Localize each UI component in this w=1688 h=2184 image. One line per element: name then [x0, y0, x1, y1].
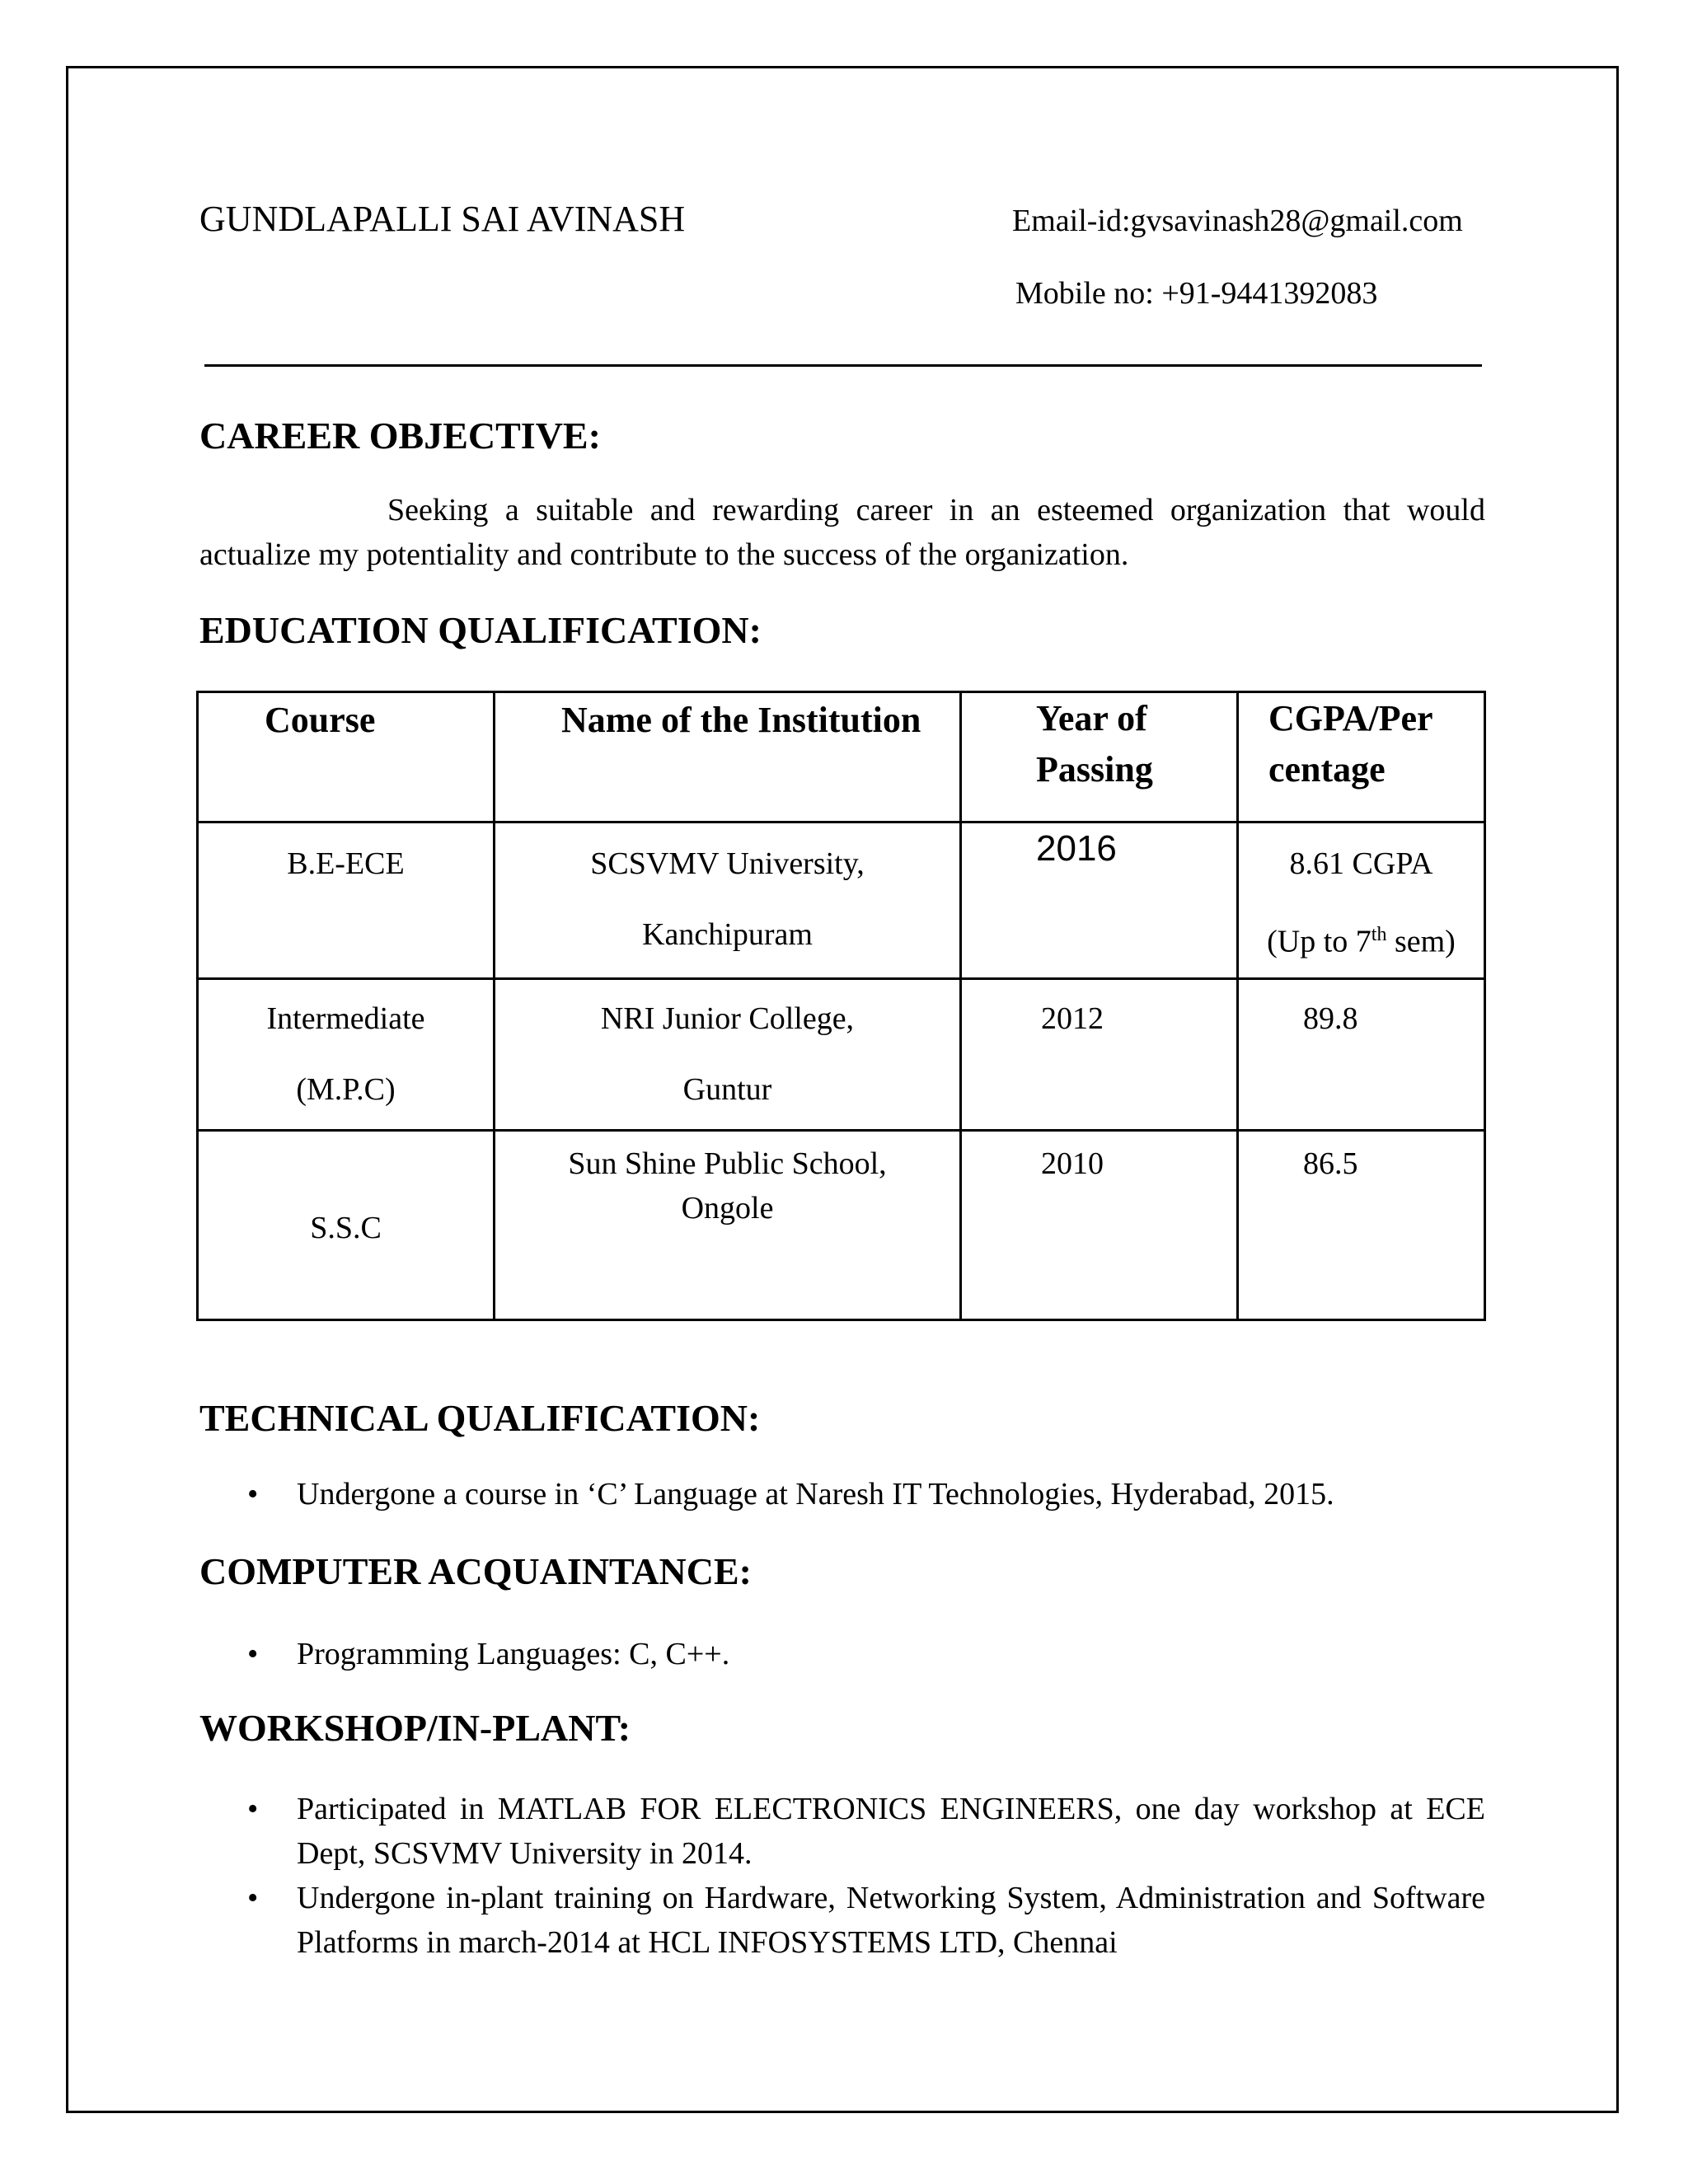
cell-year	[961, 823, 1238, 979]
institution-city: Ongole	[681, 1190, 774, 1226]
cell-course	[198, 1130, 495, 1319]
education-heading: EDUCATION QUALIFICATION:	[199, 609, 762, 651]
list-item-text: Undergone in-plant training on Hardware, Networking System, Administration and Software Platforms in march-2014 at HCL INFOSYSTEMS LTD, Chennai	[297, 1881, 1485, 1960]
cgpa-value: 89.8	[1303, 1001, 1358, 1036]
column-header-cgpa-line1: CGPA/Per	[1268, 698, 1433, 738]
cell-course	[198, 823, 495, 979]
career-objective-paragraph: Seeking a suitable and rewarding career in an esteemed organization that would actualize my potentiality and contribute to the success of the organization.	[199, 493, 1485, 572]
cell-year	[961, 1130, 1238, 1319]
list-item-text: Undergone a course in ‘C’ Language at Naresh IT Technologies, Hyderabad, 2015.	[297, 1477, 1334, 1511]
cgpa-note-superscript: th	[1371, 924, 1387, 945]
career-objective-text	[199, 488, 1485, 577]
course-stream: (M.P.C)	[296, 1071, 396, 1107]
cell-cgpa	[1238, 1130, 1485, 1319]
year-value: 2010	[1041, 1146, 1104, 1181]
table-header-row	[198, 692, 1485, 823]
column-header-year-line1: Year of	[1036, 698, 1147, 738]
column-header-year-line2: Passing	[1036, 749, 1153, 790]
candidate-name: GUNDLAPALLI SAI AVINASH	[199, 199, 686, 239]
list-item-text: Participated in MATLAB FOR ELECTRONICS ENGINEERS, one day workshop at ECE Dept, SCSVMV University in 2014.	[297, 1792, 1485, 1871]
mobile-number: Mobile no: +91-9441392083	[1015, 276, 1378, 311]
bullet-icon: •	[247, 1477, 259, 1511]
header-divider	[204, 364, 1482, 367]
cgpa-value: 86.5	[1303, 1146, 1358, 1181]
column-header-course	[198, 692, 495, 823]
education-table	[196, 691, 1486, 1321]
cell-institution	[495, 978, 961, 1130]
cgpa-note	[1239, 899, 1484, 977]
institution-name: Sun Shine Public School,	[568, 1146, 887, 1181]
cgpa-note-prefix: (Up to 7	[1267, 924, 1372, 959]
column-header-year	[961, 692, 1238, 823]
cell-course	[198, 978, 495, 1130]
list-item-text: Programming Languages: C, C++.	[297, 1637, 730, 1671]
course-name: Intermediate	[266, 1001, 425, 1036]
computer-heading: COMPUTER ACQUAINTANCE:	[199, 1550, 752, 1592]
table-row	[198, 823, 1485, 979]
cell-cgpa	[1238, 823, 1485, 979]
cell-cgpa	[1238, 978, 1485, 1130]
table-row	[198, 978, 1485, 1130]
bullet-icon: •	[247, 1637, 259, 1671]
year-value: 2012	[1041, 1001, 1104, 1036]
institution-name: SCSVMV University,	[590, 846, 865, 881]
cell-institution	[495, 823, 961, 979]
column-header-cgpa	[1238, 692, 1485, 823]
list-item	[199, 1632, 1485, 1676]
year-value: 2016	[1036, 828, 1117, 869]
bullet-icon: •	[247, 1792, 259, 1826]
career-objective-heading: CAREER OBJECTIVE:	[199, 415, 601, 457]
workshop-heading: WORKSHOP/IN-PLANT:	[199, 1707, 631, 1749]
institution-city: Guntur	[682, 1071, 772, 1107]
cgpa-value: 8.61 CGPA	[1289, 846, 1433, 881]
cell-institution	[495, 1130, 961, 1319]
technical-list	[199, 1472, 1485, 1516]
cgpa-note-suffix: sem)	[1386, 924, 1456, 959]
institution-name: NRI Junior College,	[600, 1001, 855, 1036]
course-name: B.E-ECE	[287, 846, 405, 881]
workshop-list	[199, 1787, 1485, 1965]
institution-city: Kanchipuram	[642, 917, 813, 952]
column-header-course-label: Course	[265, 700, 376, 740]
technical-heading: TECHNICAL QUALIFICATION:	[199, 1397, 761, 1439]
course-name: S.S.C	[310, 1211, 382, 1246]
computer-list	[199, 1632, 1485, 1676]
bullet-icon: •	[247, 1881, 259, 1915]
column-header-institution	[495, 692, 961, 823]
list-item	[199, 1472, 1485, 1516]
column-header-institution-label: Name of the Institution	[561, 700, 921, 740]
table-row	[198, 1130, 1485, 1319]
list-item	[199, 1876, 1485, 1965]
list-item	[199, 1787, 1485, 1876]
column-header-cgpa-line2: centage	[1268, 749, 1386, 790]
cell-year	[961, 978, 1238, 1130]
email-address: Email-id:gvsavinash28@gmail.com	[1012, 204, 1463, 238]
